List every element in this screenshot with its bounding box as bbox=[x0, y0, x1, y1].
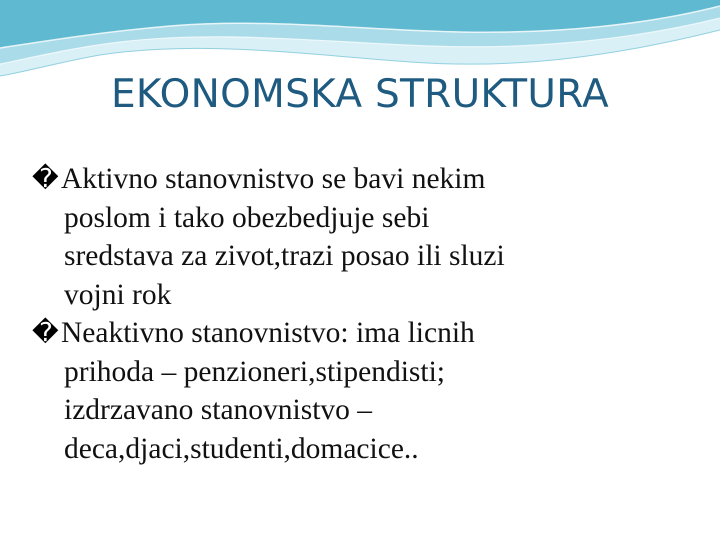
bullet-list bbox=[32, 160, 692, 468]
bullet-glyph-icon: � bbox=[32, 318, 59, 348]
bullet-line: prihoda – penzioneri,stipendisti; bbox=[64, 355, 445, 388]
bullet-line: vojni rok bbox=[64, 278, 172, 311]
bullet-item bbox=[32, 160, 692, 314]
bullet-glyph-icon: � bbox=[32, 164, 59, 194]
bullet-line: Aktivno stanovnistvo se bavi nekim bbox=[61, 163, 486, 195]
bullet-line: deca,djaci,studenti,domacice.. bbox=[64, 432, 419, 465]
bullet-line: sredstava za zivot,trazi posao ili sluzi bbox=[64, 240, 505, 272]
bullet-item bbox=[32, 314, 692, 468]
slide-title: EKONOMSKA STRUKTURA bbox=[110, 72, 610, 117]
bullet-line: izdrzavano stanovnistvo – bbox=[64, 394, 373, 426]
bullet-line: Neaktivno stanovnistvo: ima licnih bbox=[61, 317, 475, 349]
bullet-line: poslom i tako obezbedjuje sebi bbox=[64, 201, 430, 234]
